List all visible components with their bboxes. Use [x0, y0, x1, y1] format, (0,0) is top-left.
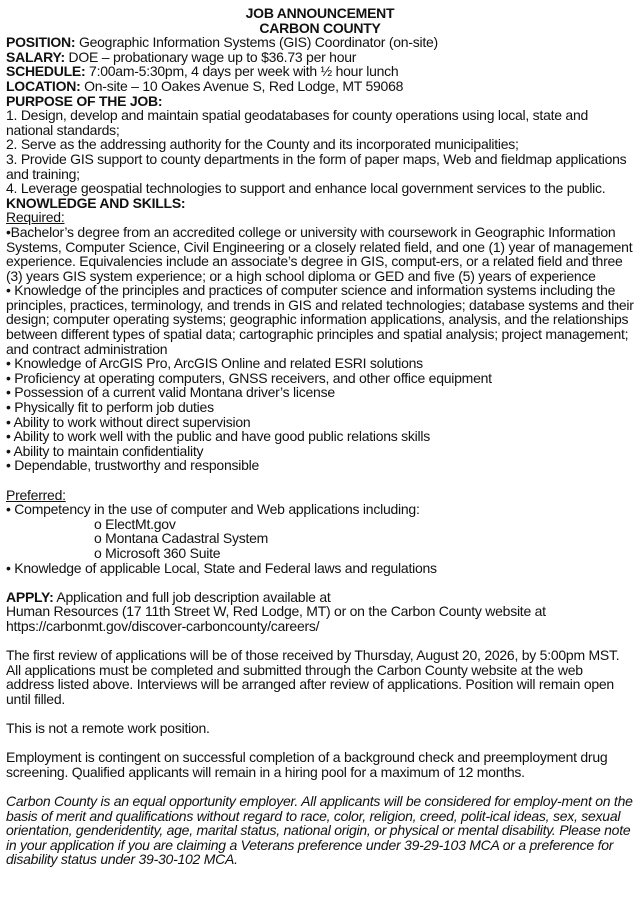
required-item: • Dependable, trustworthy and responsible	[6, 457, 260, 474]
preferred-item: • Competency in the use of computer and Web applications including:	[6, 501, 420, 518]
required-item: • Knowledge of the principles and practices of computer science and information systems including the principles, practices, terminology, and trends in GIS and related technologies; database systems and their design; computer operating systems; geographic information applications, analysis, and the relationships between different types of spatial data; cartographic principles and spatial analysis; project management; and contract administration	[6, 282, 634, 357]
preferred-subitem: o Microsoft 360 Suite	[94, 544, 221, 561]
spacer	[6, 707, 634, 722]
position-line	[6, 35, 634, 50]
required-item: • Physically fit to perform job duties	[6, 399, 214, 416]
spacer	[6, 575, 634, 590]
apply-label: APPLY:	[6, 588, 54, 605]
required-item: • Ability to work without direct supervision	[6, 413, 251, 430]
location-value: On-site – 10 Oakes Avenue S, Red Lodge, MT 59068	[80, 77, 404, 94]
purpose-item: 4. Leverage geospatial technologies to support and enhance local government services to the public.	[6, 180, 606, 197]
apply-text: Application and full job description available at	[53, 588, 331, 605]
county-name: CARBON COUNTY	[259, 19, 381, 36]
schedule-label: SCHEDULE:	[6, 63, 86, 80]
position-label: POSITION:	[6, 34, 76, 51]
announcement-title: JOB ANNOUNCEMENT	[245, 5, 395, 21]
required-item: • Ability to maintain confidentiality	[6, 442, 204, 459]
location-label: LOCATION:	[6, 77, 81, 94]
preferred-subitem: o Montana Cadastral System	[94, 530, 269, 547]
preferred-label: Preferred:	[6, 486, 66, 503]
purpose-item: 1. Design, develop and maintain spatial geodatabases for county operations using local, state and national standards;	[6, 107, 589, 138]
salary-line	[6, 50, 634, 65]
knowledge-heading: KNOWLEDGE AND SKILLS:	[6, 194, 186, 211]
schedule-line	[6, 64, 634, 79]
spacer	[6, 634, 634, 649]
spacer	[6, 736, 634, 751]
apply-address: Human Resources (17 11th Street W, Red Lodge, MT) or on the Carbon County website at	[6, 603, 546, 620]
position-value: Geographic Information Systems (GIS) Coordinator (on-site)	[75, 34, 438, 51]
preferred-item: • Knowledge of applicable Local, State and Federal laws and regulations	[6, 559, 437, 576]
remote-paragraph: This is not a remote work position.	[6, 720, 210, 737]
schedule-value: 7:00am-5:30pm, 4 days per week with ½ hour lunch	[85, 63, 399, 80]
purpose-heading: PURPOSE OF THE JOB:	[6, 92, 163, 109]
required-item: • Ability to work well with the public and have good public relations skills	[6, 428, 431, 445]
salary-value: DOE – probationary wage up to $36.73 per hour	[64, 48, 357, 65]
preferred-subitem: o ElectMt.gov	[94, 515, 176, 532]
purpose-item: 3. Provide GIS support to county departments in the form of paper maps, Web and fieldmap applications and training;	[6, 150, 627, 182]
required-label: Required:	[6, 209, 65, 226]
required-item: • Possession of a current valid Montana driver’s license	[6, 384, 335, 401]
eeo-paragraph: Carbon County is an equal opportunity employer. All applicants will be considered for employ-ment on the basis of merit and qualifications without regard to race, color, religion, creed, polit-ical ideas, sex, sexual orientation, genderidentity, age, marital status, national origin, or physical or mental disability. Please note in your application if you are claiming a Veterans preference under 39-29-103 MCA or a preference for disability status under 39-30-102 MCA.	[6, 793, 633, 868]
apply-line	[6, 590, 634, 605]
location-line	[6, 79, 634, 94]
salary-label: SALARY:	[6, 48, 65, 65]
required-item: • Proficiency at operating computers, GNSS receivers, and other office equipment	[6, 369, 492, 386]
contingent-paragraph: Employment is contingent on successful completion of a background check and preemployment drug screening. Qualified applicants will remain in a hiring pool for a maximum of 12 months.	[6, 749, 608, 780]
purpose-item: 2. Serve as the addressing authority for the County and its incorporated municipalities;	[6, 136, 519, 153]
required-item: • Knowledge of ArcGIS Pro, ArcGIS Online and related ESRI solutions	[6, 355, 423, 372]
required-item: •Bachelor’s degree from an accredited college or university with coursework in Geographic Information Systems, Computer Science, Civil Engineering or a closely related field, and one (1) year of management experience. Equivalencies include an associate’s degree in GIS, comput-ers, or a related field and three (3) years GIS system experience; or a high school diploma or GED and five (5) years of experience	[6, 223, 633, 284]
spacer	[6, 779, 634, 794]
careers-link[interactable]: https://carbonmt.gov/discover-carboncounty/careers/	[6, 617, 320, 634]
review-paragraph: The first review of applications will be of those received by Thursday, August 20, 2026, by 5:00pm MST. All applications must be completed and submitted through the Carbon County website at the web address listed above. Interviews will be arranged after review of applications. Position will remain open until filled.	[6, 647, 620, 707]
spacer	[6, 473, 634, 488]
